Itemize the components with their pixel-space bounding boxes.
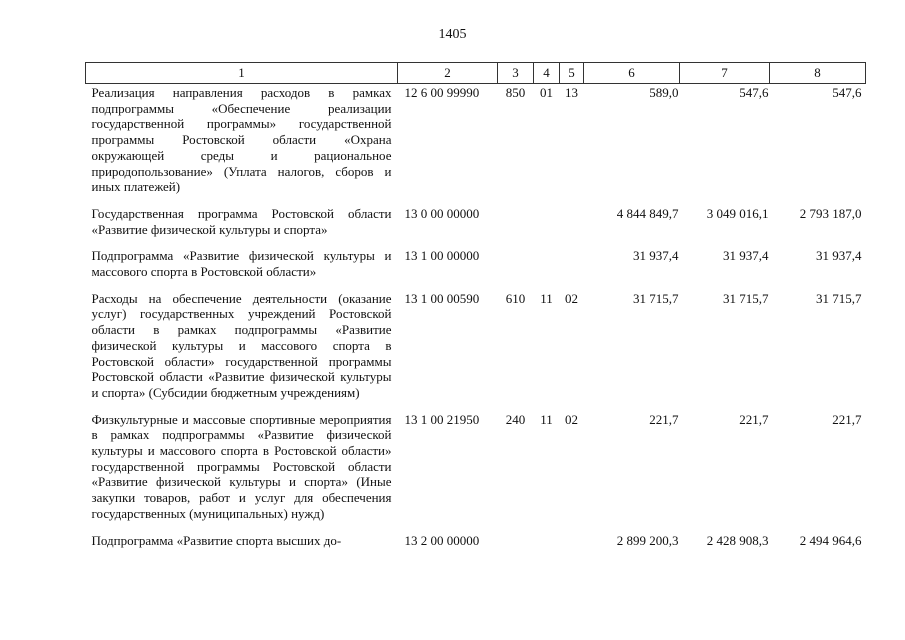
row-col3 (498, 205, 534, 247)
row-code: 12 6 00 99990 (404, 85, 480, 100)
column-header-7: 7 (680, 63, 770, 84)
column-header-1: 1 (86, 63, 398, 84)
row-col4 (534, 532, 560, 559)
row-col4 (534, 205, 560, 247)
row-col3: 850 (505, 85, 526, 100)
row-code: 13 1 00 00000 (404, 248, 480, 264)
row-col3 (498, 532, 534, 559)
row-col3 (498, 247, 534, 289)
row-amount-6: 4 844 849,7 (616, 205, 679, 221)
row-amount-7: 2 428 908,3 (706, 532, 769, 548)
column-header-4: 4 (534, 63, 560, 84)
column-header-5: 5 (560, 63, 584, 84)
row-col4: 11 (540, 290, 553, 306)
row-amount-8: 31 937,4 (816, 248, 862, 264)
column-header-2: 2 (398, 63, 498, 84)
row-amount-6: 589,0 (649, 85, 679, 100)
budget-table (85, 62, 866, 558)
row-amount-7: 31 715,7 (723, 290, 769, 306)
row-col5 (560, 247, 584, 289)
row-name: Расходы на обеспечение деятельности (оказание услуг) государственных учреждений Ростовской области в рамках подпрограммы «Развитие физической культуры и массового спорта в Ростовской области» государственной программы Ростовской области «Развитие физической культуры и спорта» (Субсидии бюджетным учреждениям) (91, 290, 392, 400)
row-col5: 13 (565, 85, 578, 100)
row-amount-6: 221,7 (649, 411, 679, 427)
row-amount-6: 2 899 200,3 (616, 532, 679, 548)
row-amount-8: 31 715,7 (816, 290, 862, 306)
row-col5: 02 (565, 290, 578, 306)
column-header-6: 6 (584, 63, 680, 84)
row-amount-8: 2 793 187,0 (799, 205, 862, 221)
row-col4: 11 (540, 411, 553, 427)
table-row (86, 205, 866, 247)
row-col4 (534, 247, 560, 289)
row-amount-7: 31 937,4 (723, 248, 769, 264)
row-amount-7: 221,7 (739, 411, 769, 427)
row-amount-7: 547,6 (739, 85, 769, 100)
column-header-8: 8 (770, 63, 866, 84)
page-number: 1405 (438, 27, 467, 42)
row-name: Подпрограмма «Развитие физической культуры и массового спорта в Ростовской области» (91, 248, 392, 280)
header-row (86, 63, 866, 84)
row-name: Реализация направления расходов в рамках подпрограммы «Обеспечение реализации государственной программы» государственной программы Ростовской области «Охрана окружающей среды и рациональное природопользование» (Уплата налогов, сборов и иных платежей) (91, 85, 392, 195)
row-amount-8: 221,7 (832, 411, 862, 427)
row-col3: 240 (505, 411, 526, 427)
table-row (86, 84, 866, 205)
row-amount-8: 547,6 (832, 85, 862, 100)
row-code: 13 2 00 00000 (404, 532, 480, 548)
row-name: Физкультурные и массовые спортивные мероприятия в рамках подпрограммы «Развитие физической культуры и массового спорта в Ростовской области» государственной программы Ростовской области «Развитие физической культуры и спорта» (Иные закупки товаров, работ и услуг для обеспечения государственных (муниципальных) нужд) (91, 411, 392, 521)
row-amount-8: 2 494 964,6 (799, 532, 862, 548)
row-amount-7: 3 049 016,1 (706, 205, 769, 221)
row-name: Государственная программа Ростовской области «Развитие физической культуры и спорта» (91, 205, 392, 237)
row-col5 (560, 205, 584, 247)
row-col4: 01 (540, 85, 553, 100)
column-header-3: 3 (498, 63, 534, 84)
row-code: 13 1 00 00590 (404, 290, 480, 306)
table-row (86, 411, 866, 532)
row-name: Подпрограмма «Развитие спорта высших до- (91, 532, 342, 548)
row-col5: 02 (565, 411, 578, 427)
row-code: 13 1 00 21950 (404, 411, 480, 427)
row-col3: 610 (505, 290, 526, 306)
row-amount-6: 31 715,7 (633, 290, 679, 306)
table-row (86, 247, 866, 289)
row-code: 13 0 00 00000 (404, 205, 480, 221)
table-row (86, 290, 866, 411)
table-row (86, 532, 866, 559)
row-amount-6: 31 937,4 (633, 248, 679, 264)
row-col5 (560, 532, 584, 559)
